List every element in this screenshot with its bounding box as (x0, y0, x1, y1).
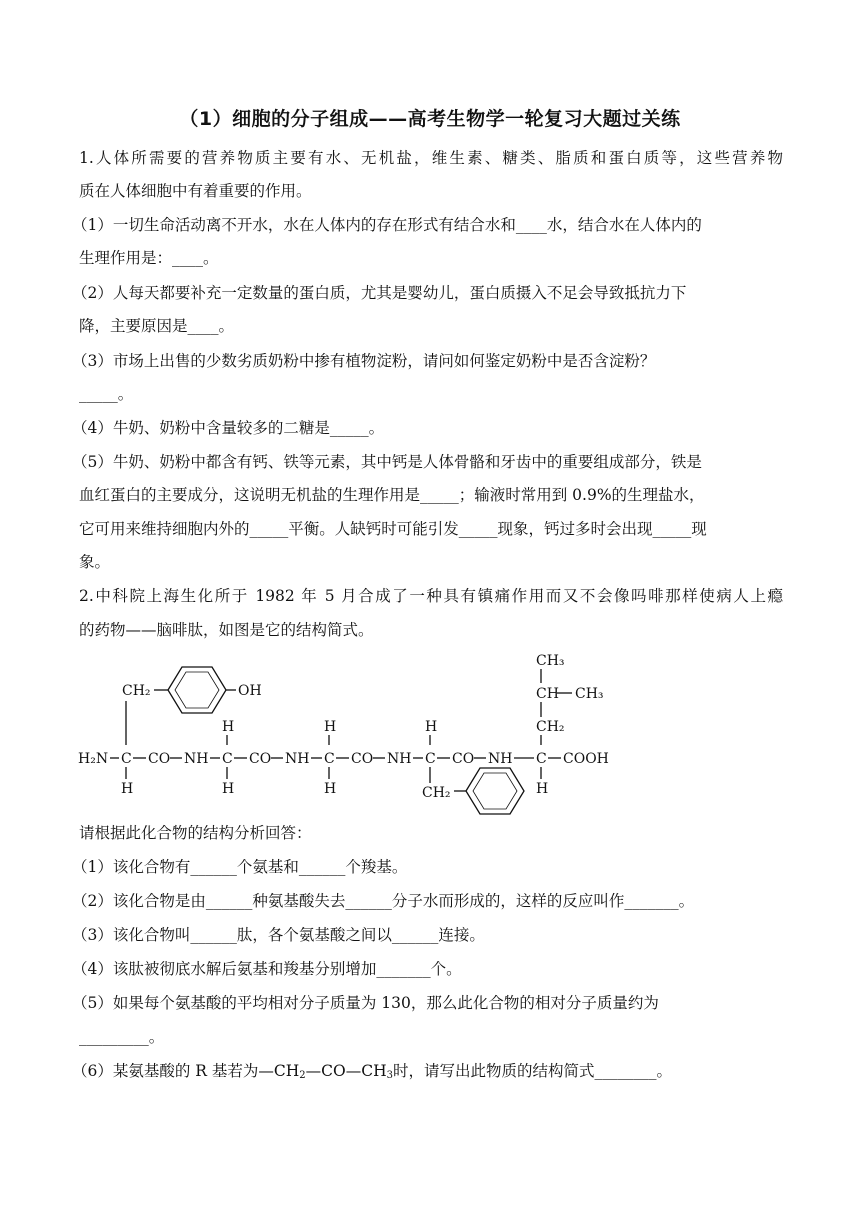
q2-part6-text-a: （6）某氨基酸的 R 基若为—CH (72, 1062, 300, 1080)
h-label-bottom-1: H (121, 781, 134, 797)
q2-part5-line-1: （5）如果每个氨基酸的平均相对分子质量为 130，那么此化合物的相对分子质量约为 (72, 994, 659, 1012)
enkephalin-structure-diagram (70, 645, 630, 815)
co-label-1: CO (148, 751, 171, 767)
ch3-label-leu-top: CH₃ (536, 653, 565, 669)
q1-part3-line-1: （3）市场上出售的少数劣质奶粉中掺有植物淀粉，请问如何鉴定奶粉中是否含淀粉？ (72, 352, 656, 370)
q2-part3: （3）该化合物叫______肽，各个氨基酸之间以______连接。 (72, 926, 485, 944)
q1-part1-line-1: （1）一切生命活动离不开水，水在人体内的存在形式有结合水和____水，结合水在人体内的 (72, 216, 702, 234)
q2-part6-sub-1: 2 (299, 1070, 306, 1081)
q2-part6-sub-2: 3 (386, 1070, 393, 1081)
q2-part2: （2）该化合物是由______种氨基酸失去______分子水而形成的，这样的反应叫作_______。 (72, 892, 695, 910)
q1-part2-line-1: （2）人每天都要补充一定数量的蛋白质，尤其是婴幼儿，蛋白质摄入不足会导致抵抗力下 (72, 284, 687, 302)
q2-part1: （1）该化合物有______个氨基和______个羧基。 (72, 858, 408, 876)
c-label-2: C (222, 751, 233, 767)
c-label-4: C (425, 751, 436, 767)
q2-part6-text-c: 时，请写出此物质的结构简式________。 (392, 1062, 672, 1080)
q1-part1-line-2: 生理作用是：____。 (79, 249, 219, 267)
q2-stem-line-2: 的药物——脑啡肽，如图是它的结构简式。 (79, 621, 374, 639)
co-label-3: CO (351, 751, 374, 767)
nh-label-2: NH (285, 751, 310, 767)
q2-part5-line-2: _________。 (79, 1028, 165, 1046)
h-label-bottom-2: H (222, 781, 235, 797)
nh-label-1: NH (184, 751, 209, 767)
co-label-2: CO (249, 751, 272, 767)
nh-label-4: NH (488, 751, 513, 767)
h-label-bottom-3: H (324, 781, 337, 797)
q1-part5-line-4: 象。 (79, 553, 111, 571)
q2-stem-line-1: 2.中科院上海生化所于 1982 年 5 月合成了一种具有镇痛作用而又不会像吗啡那样使病人上瘾 (79, 587, 783, 605)
q2-part4: （4）该肽被彻底水解后氨基和羧基分别增加_______个。 (72, 960, 462, 978)
c-label-3: C (324, 751, 335, 767)
co-label-4: CO (452, 751, 475, 767)
q1-part5-line-2: 血红蛋白的主要成分，这说明无机盐的生理作用是_____；输液时常用到 0.9%的生理盐水， (79, 486, 705, 504)
oh-label: OH (238, 683, 262, 699)
ch3-label-leu-right: CH₃ (575, 686, 604, 702)
nh-label-3: NH (387, 751, 412, 767)
q1-part5-line-3: 它可用来维持细胞内外的_____平衡。人缺钙时可能引发_____现象，钙过多时会出现_____现 (79, 520, 707, 538)
q1-stem-line-2: 质在人体细胞中有着重要的作用。 (79, 182, 312, 200)
cooh-label: COOH (563, 751, 609, 767)
q1-part5-line-1: （5）牛奶、奶粉中都含有钙、铁等元素，其中钙是人体骨骼和牙齿中的重要组成部分，铁是 (72, 453, 702, 471)
h-label-top-4: H (425, 719, 438, 735)
ch-label-leu: CH (536, 686, 559, 702)
c-label-5: C (536, 751, 547, 767)
ch2-label-tyr: CH₂ (122, 683, 151, 699)
q2-intro: 请根据此化合物的结构分析回答： (79, 824, 312, 842)
q2-part6 (72, 1060, 672, 1087)
q1-part2-line-2: 降，主要原因是____。 (79, 317, 235, 335)
q2-part6-text-b: —CO—CH (305, 1062, 387, 1080)
q1-stem-line-1: 1.人体所需要的营养物质主要有水、无机盐，维生素、糖类、脂质和蛋白质等，这些营养物 (79, 149, 783, 167)
ch2-label-phe: CH₂ (422, 785, 451, 801)
h2n-label: H₂N (78, 751, 109, 767)
c-label-1: C (121, 751, 132, 767)
h-label-top-2: H (222, 719, 235, 735)
ch2-label-leu: CH₂ (536, 719, 565, 735)
h-label-top-3: H (324, 719, 337, 735)
q1-part3-line-2: _____。 (79, 385, 134, 403)
q1-part4: （4）牛奶、奶粉中含量较多的二糖是_____。 (72, 419, 385, 437)
page-title: （1）细胞的分子组成——高考生物学一轮复习大题过关练 (179, 108, 681, 130)
h-label-bottom-5: H (536, 781, 549, 797)
